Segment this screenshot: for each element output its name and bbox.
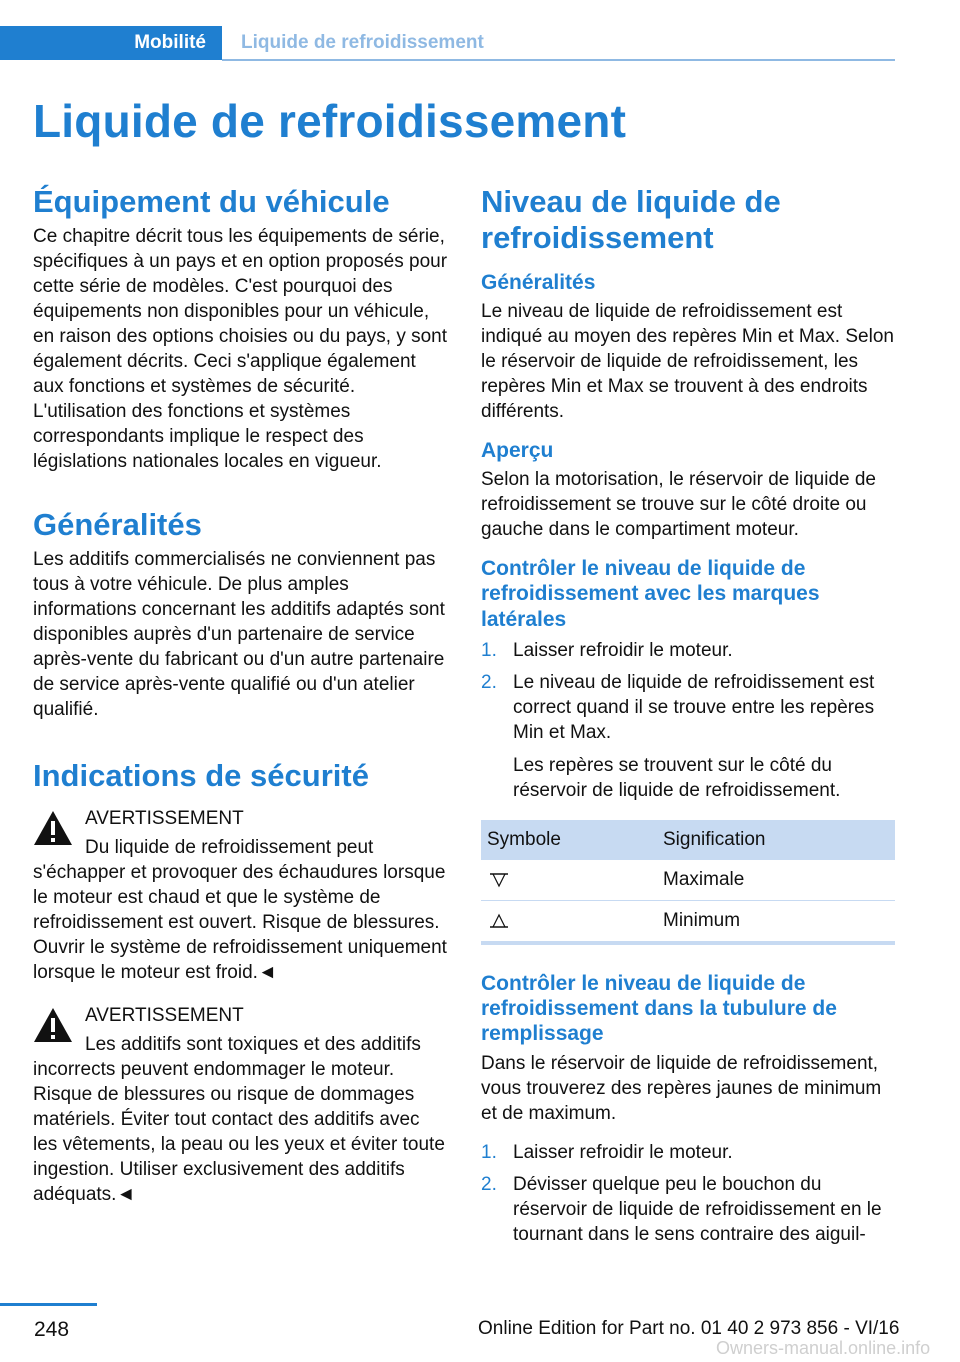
footer-divider	[0, 1303, 97, 1306]
table-row	[481, 900, 895, 943]
safety-heading: Indications de sécurité	[33, 757, 369, 793]
side-marks-heading: Contrôler le niveau de liquide de refroidissement avec les marques latérales	[481, 557, 820, 631]
level-general-text: Le niveau de liquide de refroidissement est indiqué au moyen des repères Min et Max. Selon le réservoir de liquide de refroidissement, les repères Min et Max se trouvent à des endroits différents.	[481, 301, 894, 423]
filler-neck-heading: Contrôler le niveau de liquide de refroidissement dans la tubulure de remplissage	[481, 971, 837, 1046]
header-section-label: Mobilité	[134, 32, 206, 53]
step-text: Laisser refroidir le moteur.	[513, 1142, 733, 1164]
overview-text: Selon la motorisation, le réservoir de liquide de refroidissement se trouve sur le côté droite ou gauche dans le compartiment moteur.	[481, 469, 876, 541]
page-title: Liquide de refroidissement	[33, 95, 627, 147]
step-number: 2.	[481, 671, 497, 693]
table-row	[481, 860, 895, 901]
header-divider	[222, 59, 895, 61]
table-cell-symbol	[481, 860, 657, 901]
level-heading: Niveau de liquide de refroidissement	[481, 184, 781, 255]
table-header-meaning: Signification	[657, 820, 895, 860]
general-text: Les additifs commercialisés ne conviennent pas tous à votre véhicule. De plus amples informations concernant les additifs adaptés sont disponibles auprès d'un partenaire de service après-vente du fabricant ou d'un autre partenaire de service après-vente qualifié ou d'un atelier qualifié.	[33, 548, 445, 720]
list-item	[481, 638, 897, 663]
step-text: Le niveau de liquide de refroidissement est correct quand il se trouve entre les repères Min et Max.	[513, 671, 875, 743]
warning-text: Les additifs sont toxiques et des additifs incorrects peuvent endommager le moteur. Risque de blessures ou risque de dommages matériels. Éviter tout contact des additifs avec les vêtements, la peau ou les yeux et éviter toute ingestion. Utiliser exclusivement des additifs adéquats.◄	[33, 1033, 445, 1205]
warning-triangle-icon	[33, 810, 73, 846]
warning-triangle-icon	[33, 1007, 73, 1043]
breadcrumb[interactable]	[241, 26, 484, 60]
overview-heading: Aperçu	[481, 439, 554, 463]
step-text: Laisser refroidir le moteur.	[513, 639, 733, 661]
symbol-table	[481, 820, 895, 945]
left-column	[33, 184, 448, 1207]
warning-text: Du liquide de refroidissement peut s'échapper et provoquer des échaudures lorsque le moteur est chaud et que le système de refroidissement est ouvert. Risque de blessures. Ouvrir le système de refroidissement uniquement lorsque le moteur est froid.◄	[33, 836, 447, 983]
warning-block	[33, 806, 448, 985]
table-cell-meaning: Minimum	[657, 900, 895, 943]
equipment-text: Ce chapitre décrit tous les équipements de série, spécifiques à un pays et en option proposés pour cette série de modèles. C'est pourquoi des équipements non disponibles pour un véhicule, en raison des options choisies ou du pays, y sont également décrits. Ceci s'applique également aux fonctions et systèmes de sécurité. L'utilisation des fonctions et systèmes correspondants implique le respect des législations nationales locales en vigueur.	[33, 225, 448, 472]
filler-neck-text: Dans le réservoir de liquide de refroidissement, vous trouverez des repères jaunes de minimum et de maximum.	[481, 1053, 882, 1125]
min-mark-icon	[489, 913, 509, 929]
equipment-heading: Équipement du véhicule	[33, 184, 390, 219]
warning-block	[33, 1003, 448, 1207]
step-number: 2.	[481, 1174, 497, 1196]
step-number: 1.	[481, 1142, 497, 1164]
step-subtext: Les repères se trouvent sur le côté du réservoir de liquide de refroidissement.	[513, 754, 841, 801]
filler-neck-steps	[481, 1140, 897, 1247]
table-cell-symbol	[481, 900, 657, 943]
header-section-tab[interactable]	[0, 26, 222, 60]
edition-text: Online Edition for Part no. 01 40 2 973 856 - VI/16	[478, 1318, 900, 1339]
general-heading: Généralités	[33, 506, 202, 542]
watermark: Owners-manual.online.info	[716, 1338, 931, 1358]
level-general-heading: Généralités	[481, 270, 596, 294]
step-text: Dévisser quelque peu le bouchon du réservoir de liquide de refroidissement en le tournant dans le sens contraire des aiguil-	[513, 1174, 882, 1246]
right-column	[481, 184, 897, 1247]
side-marks-steps	[481, 638, 897, 803]
table-header-symbol: Symbole	[481, 820, 657, 860]
list-item	[481, 670, 897, 803]
warning-title: AVERTISSEMENT	[85, 1004, 244, 1026]
step-number: 1.	[481, 639, 497, 661]
table-cell-meaning: Maximale	[657, 860, 895, 901]
warning-title: AVERTISSEMENT	[85, 807, 244, 829]
list-item	[481, 1140, 897, 1165]
page-number: 248	[34, 1318, 70, 1341]
breadcrumb-label: Liquide de refroidissement	[241, 32, 484, 53]
list-item	[481, 1172, 897, 1247]
table-header-row	[481, 820, 895, 860]
max-mark-icon	[489, 872, 509, 888]
